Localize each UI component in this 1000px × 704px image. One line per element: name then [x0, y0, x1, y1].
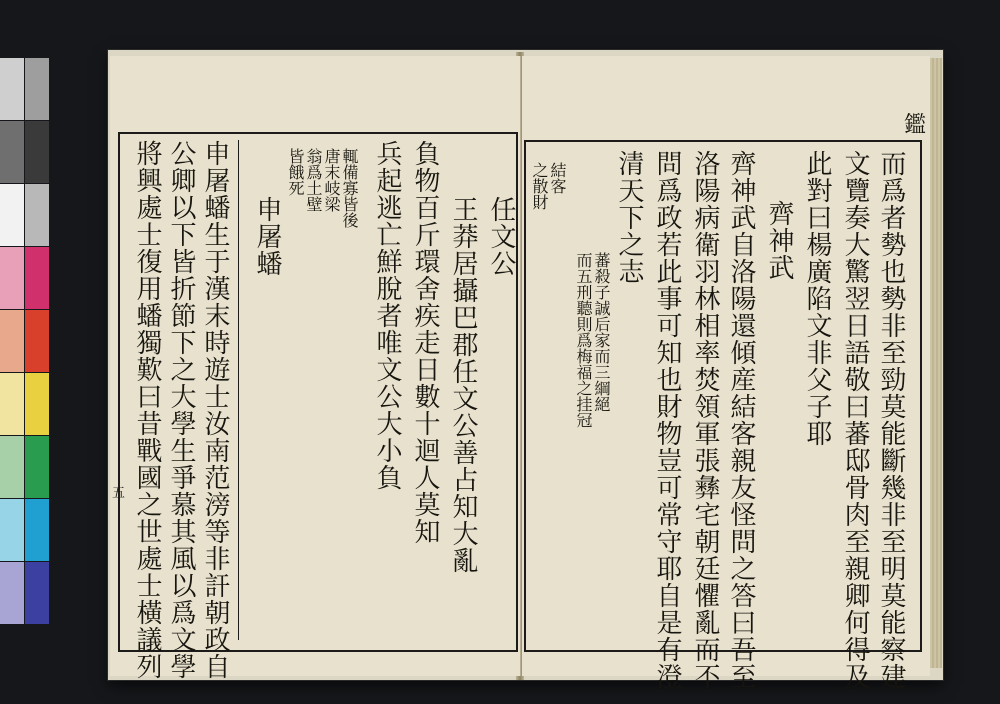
color-swatch — [25, 310, 49, 372]
color-swatch — [25, 247, 49, 309]
left-note-3: 翁爲土壁 — [304, 148, 323, 212]
right-note-3: 結客 — [548, 162, 567, 194]
color-swatch — [0, 310, 24, 372]
right-header-mark: 鑑 — [904, 113, 927, 138]
left-divider — [238, 140, 239, 640]
right-heading-qi: 齊神武 — [764, 200, 794, 281]
left-column-3: 兵起逃亡鮮脫者唯文公大小負 — [372, 140, 402, 491]
color-swatch — [0, 562, 24, 624]
color-swatch — [25, 58, 49, 120]
right-lead-column: 齊神武自洛陽還傾産結客親友怪問之答曰吾至 — [726, 150, 756, 690]
color-swatch — [0, 58, 24, 120]
right-note-4: 之散財 — [530, 162, 549, 210]
color-swatch — [25, 562, 49, 624]
left-column-4: 申屠蟠生于漢末時遊士汝南范滂等非訐朝政自 — [200, 140, 230, 680]
color-swatch — [25, 436, 49, 498]
color-swatch — [0, 121, 24, 183]
left-note-1: 輒備寡皆後 — [340, 148, 359, 228]
color-swatch — [0, 247, 24, 309]
right-column-2: 文覽奏大驚翌日語敬曰蕃邸骨肉至親卿何得及 — [840, 150, 870, 690]
color-swatch — [25, 499, 49, 561]
left-heading-ren: 任文公 — [486, 196, 516, 277]
right-column-6: 清天下之志 — [614, 150, 644, 285]
left-column-1: 王莽居攝巴郡任文公善占知大亂 — [448, 196, 478, 574]
right-column-1: 而爲者勢也勢非至勁莫能斷幾非至明莫能察建 — [876, 150, 906, 690]
color-swatch — [25, 373, 49, 435]
right-column-4: 洛陽病衛羽林相率焚領軍張彝宅朝廷懼亂而不 — [690, 150, 720, 690]
left-column-2: 負物百斤環舍疾走日數十迴人莫知 — [410, 140, 440, 545]
left-margin-mark: 五 — [112, 486, 126, 501]
page-edge-right — [930, 58, 942, 668]
color-swatch — [25, 121, 49, 183]
right-note-1: 蕃殺子誠后家而三綱絕 — [592, 252, 611, 412]
left-note-4: 皆餓死 — [286, 148, 305, 196]
left-note-2: 唐末岐梁 — [322, 148, 341, 212]
color-swatch — [0, 184, 24, 246]
color-swatch — [25, 184, 49, 246]
left-column-6: 將興處士復用蟠獨歎曰昔戰國之世處士橫議列 — [132, 140, 162, 680]
color-swatch — [0, 436, 24, 498]
right-column-5: 問爲政若此事可知也財物豈可常守耶自是有澄 — [652, 150, 682, 690]
left-column-5: 公卿以下皆折節下之大學生爭慕其風以爲文學 — [166, 140, 196, 680]
right-column-3: 此對曰楊廣陷文非父子耶 — [802, 150, 832, 447]
right-note-2: 而五刑聽則爲梅福之挂冠 — [574, 252, 593, 428]
color-swatch — [0, 373, 24, 435]
color-swatch — [0, 499, 24, 561]
left-heading-shentu: 申屠蟠 — [252, 196, 282, 277]
